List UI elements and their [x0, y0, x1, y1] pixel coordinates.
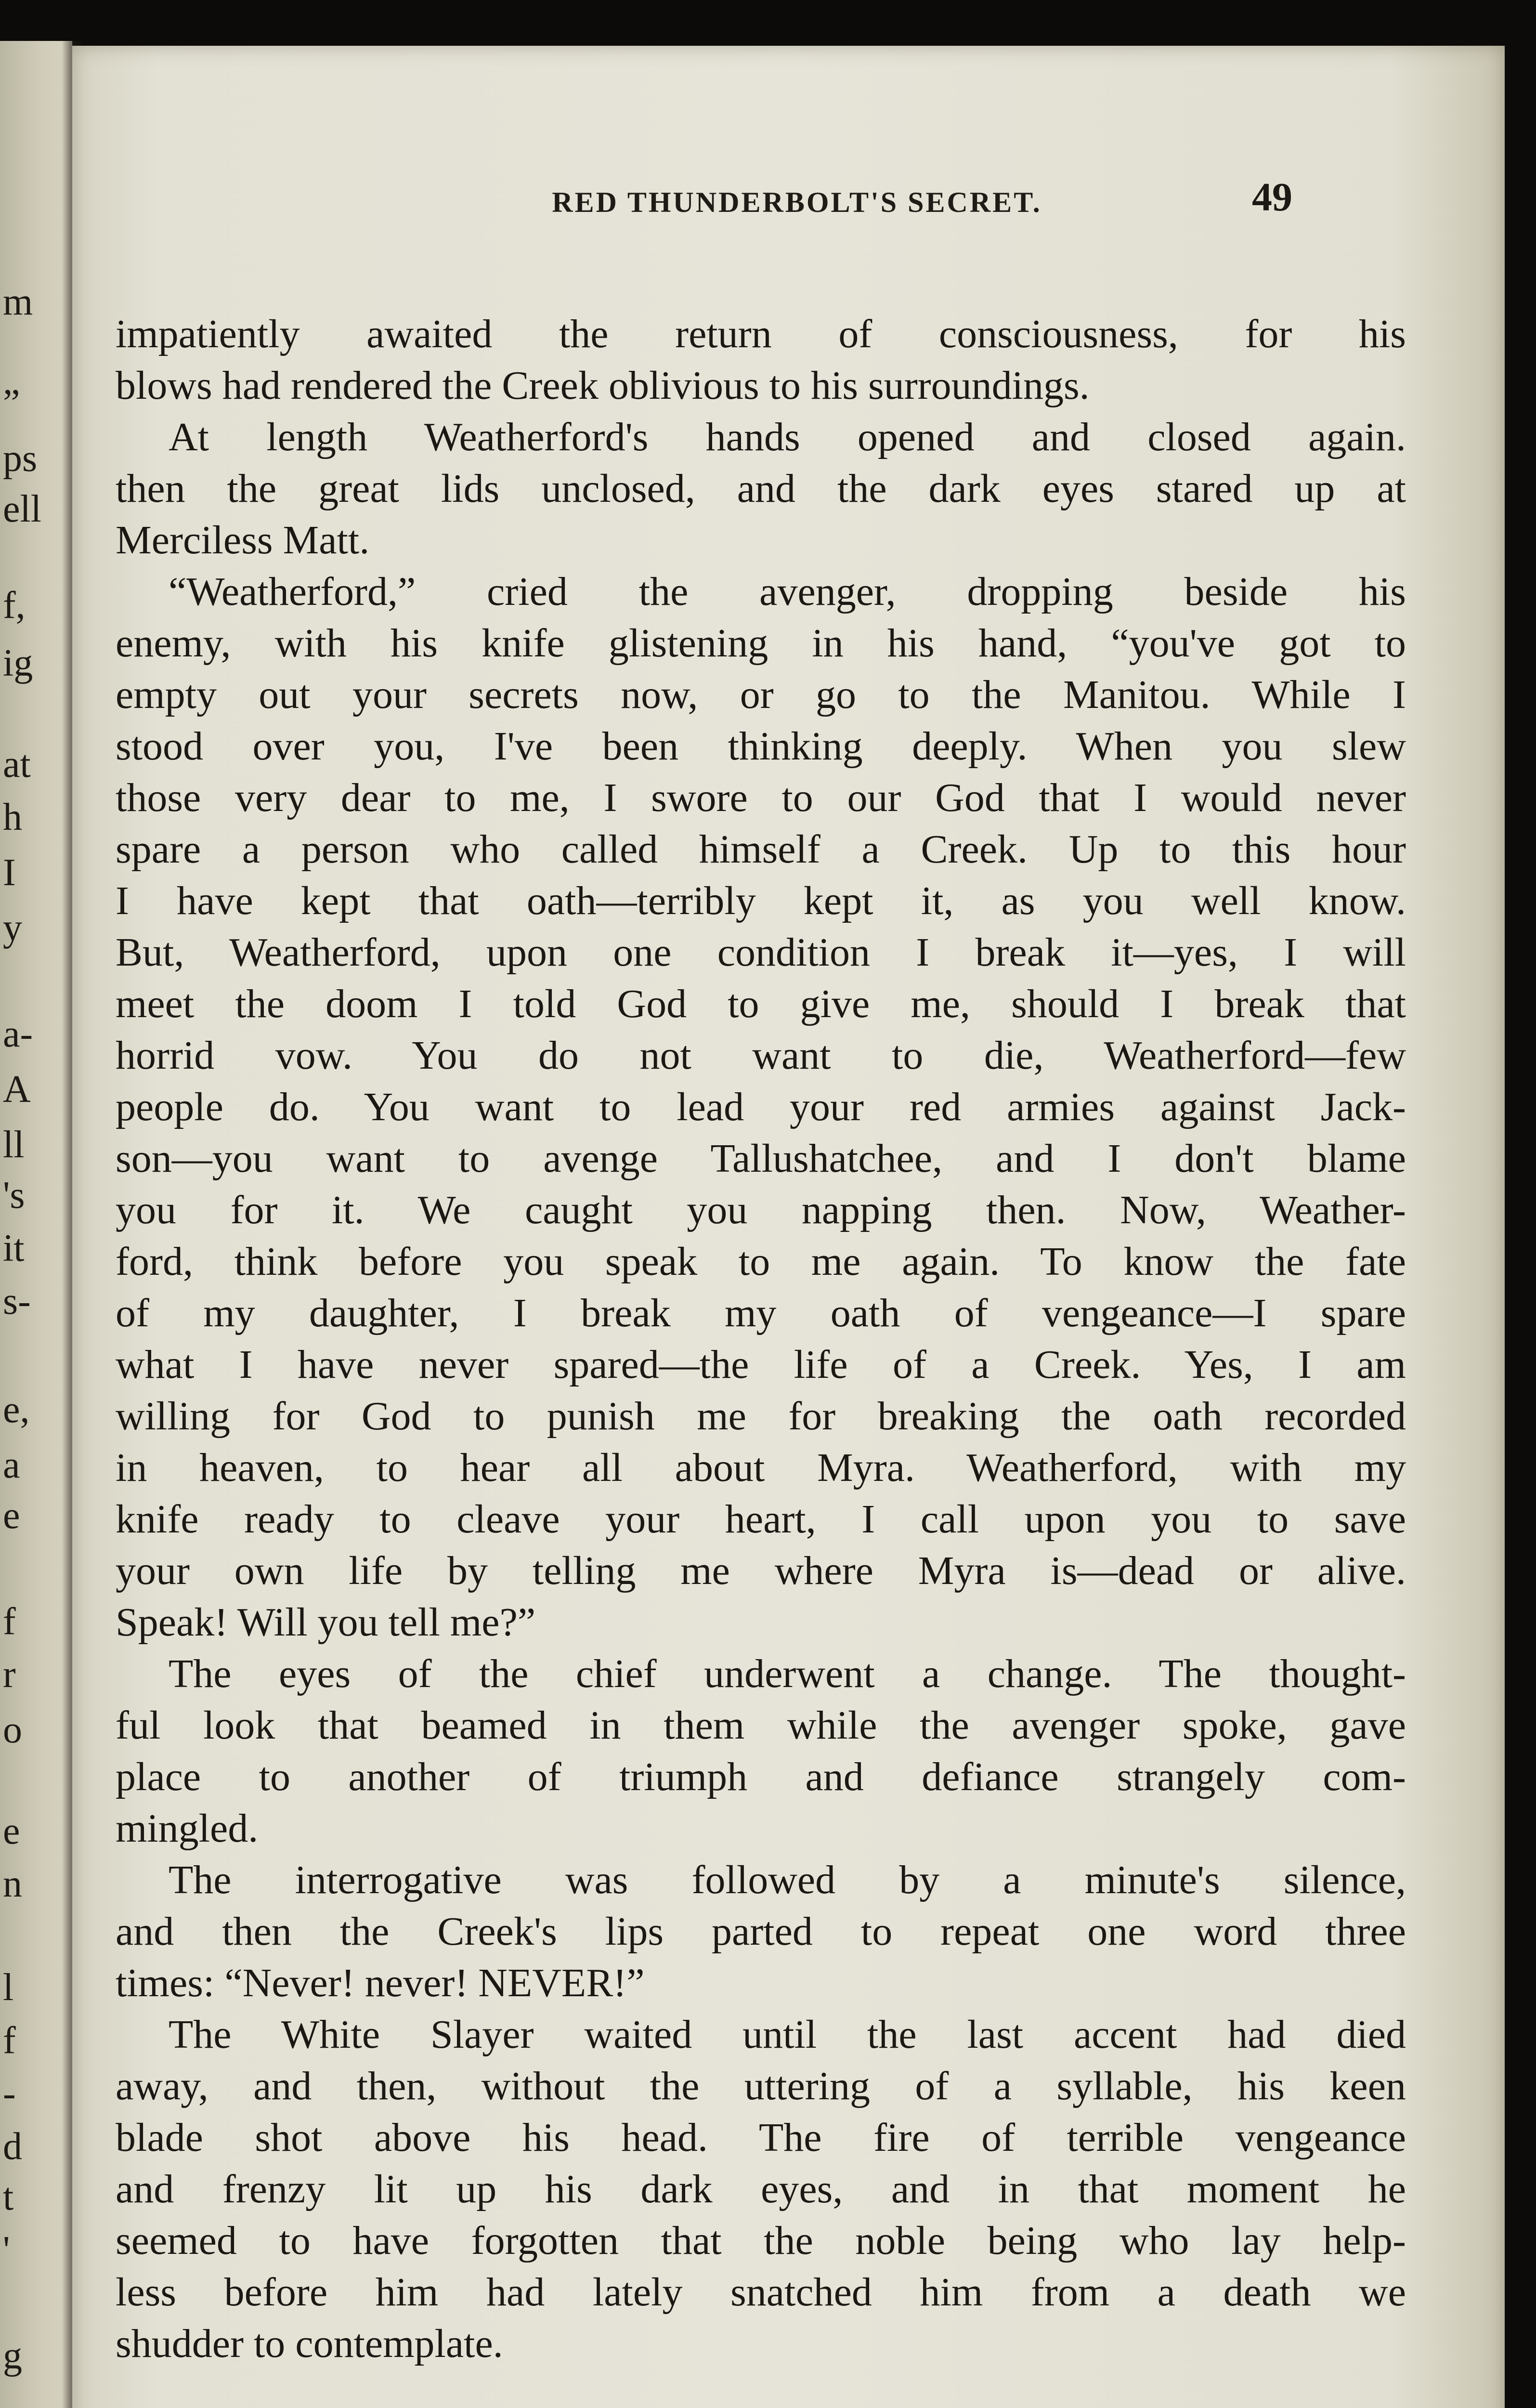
text-line: you for it. We caught you napping then. Now, Weather-	[116, 1188, 1406, 1232]
facing-page-fragment: s-	[3, 1280, 31, 1322]
facing-page-fragment: a-	[3, 1013, 33, 1055]
facing-page-fragment: e	[3, 1494, 20, 1537]
facing-page-fragment: t	[3, 2176, 14, 2218]
text-line: and then the Creek's lips parted to repeat one word three	[116, 1909, 1406, 1954]
facing-page-fragment: d	[3, 2125, 22, 2168]
text-line: then the great lids unclosed, and the dark eyes stared up at	[116, 466, 1406, 511]
text-line: meet the doom I told God to give me, should I break that	[116, 982, 1406, 1026]
body-text	[116, 308, 1406, 2394]
facing-page-fragment: f,	[3, 584, 26, 627]
facing-page-fragment: '	[3, 2229, 10, 2271]
text-line: blade shot above his head. The fire of terrible vengeance	[116, 2115, 1406, 2160]
text-line: At length Weatherford's hands opened and closed again.	[169, 415, 1406, 459]
facing-page-fragment: ”	[3, 382, 20, 424]
text-line: stood over you, I've been thinking deeply. When you slew	[116, 724, 1406, 769]
facing-page-fragment: n	[3, 1863, 22, 1905]
book-page	[72, 46, 1505, 2408]
text-line: place to another of triumph and defiance strangely com-	[116, 1754, 1406, 1799]
text-line: son—you want to avenge Tallushatchee, and I don't blame	[116, 1136, 1406, 1181]
text-line: The eyes of the chief underwent a change. The thought-	[169, 1651, 1406, 1696]
text-line: But, Weatherford, upon one condition I break it—yes, I will	[116, 930, 1406, 975]
text-line: times: “Never! never! NEVER!”	[116, 1961, 645, 2005]
facing-page-fragment: h	[3, 796, 22, 838]
text-line: Merciless Matt.	[116, 518, 370, 563]
text-line: knife ready to cleave your heart, I call upon you to save	[116, 1497, 1406, 1542]
text-line: “Weatherford,” cried the avenger, dropping beside his	[169, 569, 1406, 614]
facing-page-fragment: f	[3, 2019, 16, 2062]
facing-page-fragment: y	[3, 907, 22, 949]
text-line: ford, think before you speak to me again. To know the fate	[116, 1239, 1406, 1284]
text-line: of my daughter, I break my oath of vengeance—I spare	[116, 1291, 1406, 1335]
facing-page-fragment: ps	[3, 437, 38, 480]
text-line: empty out your secrets now, or go to the Manitou. While I	[116, 672, 1406, 717]
text-line: I have kept that oath—terribly kept it, as you well know.	[116, 878, 1406, 923]
facing-page-fragment: a	[3, 1444, 20, 1486]
text-line: in heaven, to hear all about Myra. Weatherford, with my	[116, 1445, 1406, 1490]
facing-page-fragment: it	[3, 1227, 25, 1269]
text-line: willing for God to punish me for breaking the oath recorded	[116, 1394, 1406, 1439]
text-line: spare a person who called himself a Creek. Up to this hour	[116, 827, 1406, 872]
facing-page-fragment: ig	[3, 642, 33, 684]
facing-page-fragment: r	[3, 1653, 16, 1696]
text-line: people do. You want to lead your red armies against Jack-	[116, 1085, 1406, 1129]
text-line: your own life by telling me where Myra is—dead or alive.	[116, 1548, 1406, 1593]
text-line: horrid vow. You do not want to die, Weatherford—few	[116, 1033, 1406, 1078]
text-line: Speak! Will you tell me?”	[116, 1600, 536, 1645]
facing-page-fragment: o	[3, 1709, 22, 1751]
text-line: enemy, with his knife glistening in his hand, “you've got to	[116, 621, 1406, 666]
text-line: impatiently awaited the return of consciousness, for his	[116, 312, 1406, 356]
facing-page-fragment: -	[3, 2072, 16, 2115]
facing-page-fragment: A	[3, 1068, 31, 1111]
text-line: seemed to have forgotten that the noble being who lay help-	[116, 2218, 1406, 2263]
text-line: what I have never spared—the life of a Creek. Yes, I am	[116, 1342, 1406, 1387]
facing-page-fragment: ll	[3, 1124, 25, 1166]
facing-page-fragment: I	[3, 851, 16, 894]
text-line: and frenzy lit up his dark eyes, and in that moment he	[116, 2167, 1406, 2212]
running-head: RED THUNDERBOLT'S SECRET.	[552, 186, 1042, 218]
text-line: mingled.	[116, 1806, 259, 1851]
facing-page-fragment: ell	[3, 488, 41, 530]
page-number: 49	[1252, 175, 1292, 220]
text-line: blows had rendered the Creek oblivious to his surroundings.	[116, 363, 1090, 408]
facing-page-fragment: g	[3, 2335, 22, 2377]
facing-page-fragment: f	[3, 1600, 16, 1643]
facing-page-fragment: e	[3, 1810, 20, 1852]
text-line: ful look that beamed in them while the avenger spoke, gave	[116, 1703, 1406, 1748]
facing-page-fragment: e,	[3, 1388, 30, 1431]
facing-page-fragment: l	[3, 1966, 14, 2009]
text-line: those very dear to me, I swore to our God that I would never	[116, 775, 1406, 820]
text-line: less before him had lately snatched him from a death we	[116, 2270, 1406, 2315]
text-line: The interrogative was followed by a minute's silence,	[169, 1858, 1406, 1902]
facing-page-fragment: 's	[3, 1174, 25, 1217]
text-line: The White Slayer waited until the last accent had died	[169, 2012, 1406, 2057]
facing-page-fragment: at	[3, 743, 31, 785]
text-line: away, and then, without the uttering of a syllable, his keen	[116, 2064, 1406, 2108]
facing-page-fragment: m	[3, 281, 33, 323]
text-line: shudder to contemplate.	[116, 2321, 503, 2366]
